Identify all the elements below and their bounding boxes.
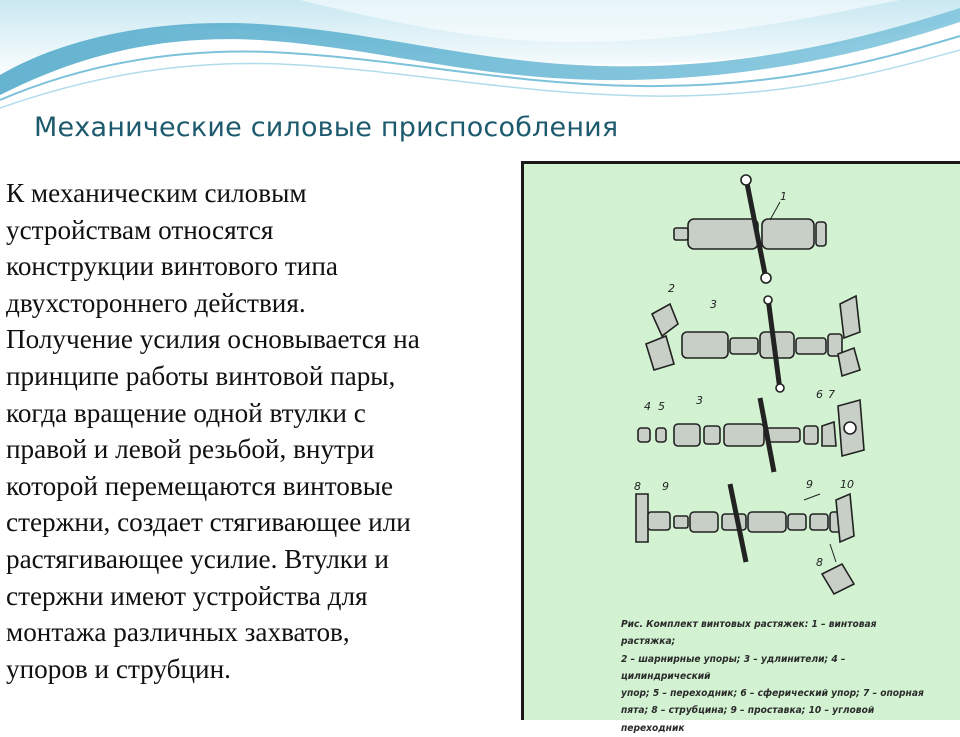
label-3b: 3 [696,394,703,407]
figure-panel [521,161,960,734]
clamp-right [822,564,854,594]
label-2: 2 [668,282,675,295]
label-9b: 9 [806,478,813,491]
clamp-left [636,494,648,542]
tensioner-sleeve-left [688,219,758,249]
extension-tube [682,332,728,358]
label-10: 10 [840,478,854,491]
tensioner-sleeve-right [762,219,814,249]
label-8b: 8 [816,556,823,569]
label-9a: 9 [662,480,669,493]
label-1: 1 [780,190,787,203]
hinge-stop-left [652,304,678,336]
adapter [656,428,666,442]
spherical-stop [822,422,836,446]
cylindrical-stop [638,428,650,442]
label-4: 4 [644,400,651,413]
slide-title: Механические силовые приспособления [34,112,619,143]
slide-body-text: К механическим силовым устройствам относятся конструкции винтового типа двухстороннего действия. Получение усилия основывается на принципе работы винтовой пары, когда вращение одной втулки с правой и левой резьбой, внутри которой перемещаются винтовые стержни, создает стягивающее или растягивающее усилие. Втулки и стержни имеют устройства для монтажа различных захватов, упоров и струбцин. [6,178,420,684]
label-5: 5 [658,400,665,413]
label-7: 7 [828,388,835,401]
angle-adapter [836,494,854,542]
spacer [810,514,828,530]
hinge-stop-right [840,296,860,338]
figure-caption: Рис. Комплект винтовых растяжек: 1 – винтовая растяжка; 2 – шарнирные упоры; 3 – удлинители; 4 – цилиндрический упор; 5 – переходник; 6 – сферический упор; 7 – опорная пята; 8 – струбцина; 9 – проставка; 10 – угловой переходник [621,619,924,734]
label-8a: 8 [634,480,641,493]
label-3a: 3 [710,298,717,311]
label-6: 6 [816,388,823,401]
